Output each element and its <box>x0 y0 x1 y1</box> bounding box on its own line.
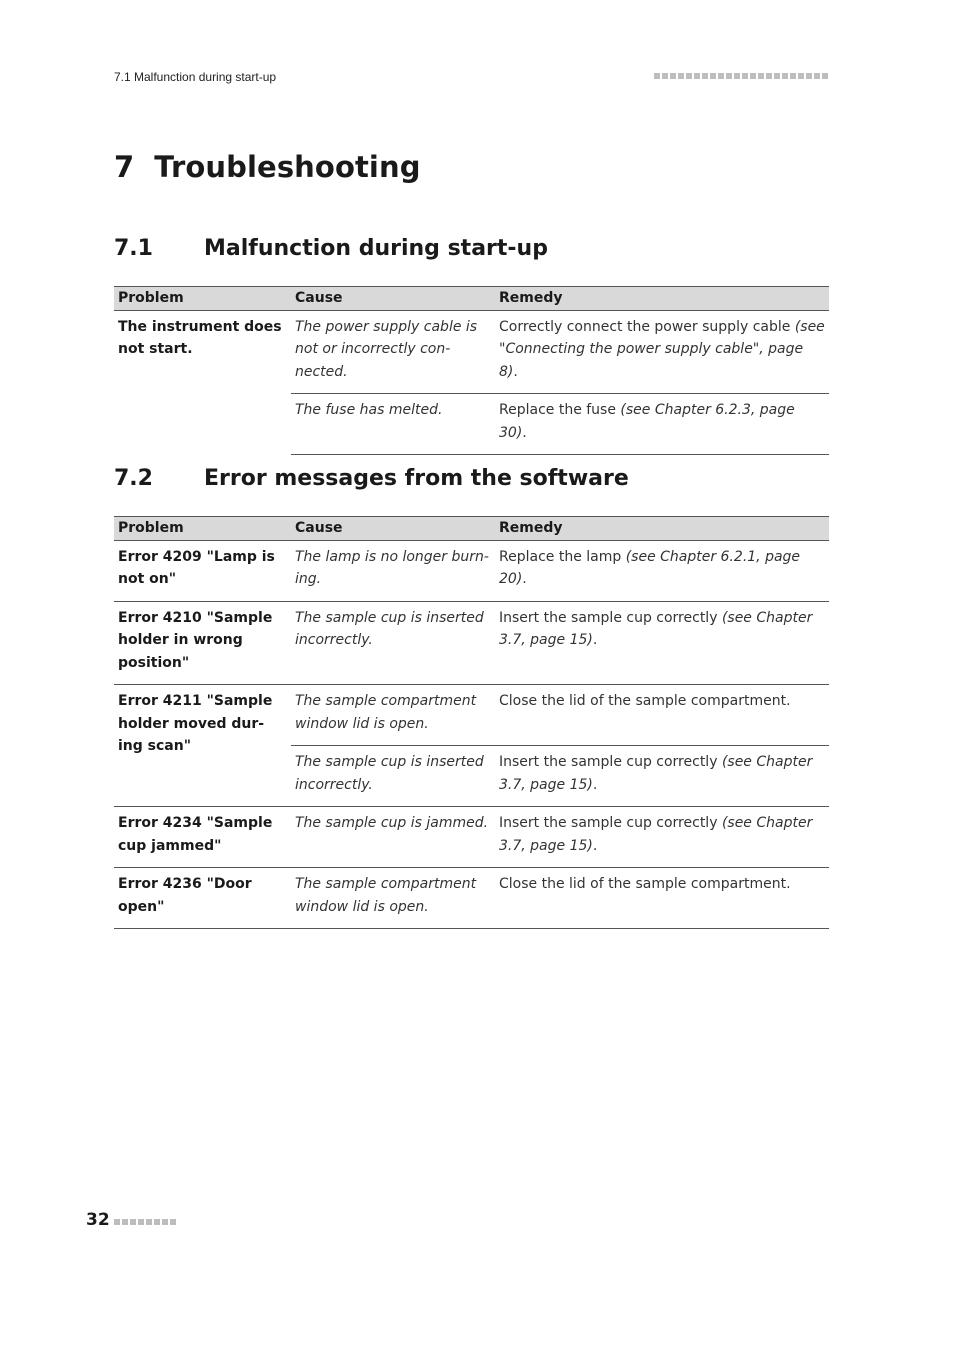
table-row <box>114 868 829 929</box>
column-header-remedy: Remedy <box>495 287 829 311</box>
table-header-row <box>114 287 829 311</box>
cause-cell: The lamp is no longer burn-ing. <box>295 548 489 587</box>
chapter-number: 7 <box>114 150 135 184</box>
remedy-end: . <box>522 571 527 587</box>
remedy-reference: (see Chapter 3.7, page 15) <box>499 754 813 793</box>
problem-cell: Error 4209 "Lamp is not on" <box>118 548 275 587</box>
remedy-cell <box>495 310 829 394</box>
footer-decoration <box>114 1219 176 1225</box>
problem-cell: Error 4211 "Sample holder moved dur-ing scan" <box>114 685 291 807</box>
remedy-text: Insert the sample cup correctly <box>499 609 722 626</box>
problem-cell: Error 4210 "Sample holder in wrong position" <box>114 601 291 685</box>
problem-cell: Error 4234 "Sample cup jammed" <box>114 807 291 868</box>
table-row <box>114 540 829 601</box>
problem-cell: The instrument does not start. <box>118 318 282 357</box>
remedy-text: Insert the sample cup correctly <box>499 754 722 770</box>
remedy-cell: Close the lid of the sample compartment. <box>495 685 829 746</box>
column-header-cause: Cause <box>291 287 495 311</box>
column-header-problem: Problem <box>114 287 291 311</box>
section-title-text: Malfunction during start-up <box>204 236 548 261</box>
remedy-cell <box>495 746 829 807</box>
section-title-7-1 <box>114 236 548 261</box>
remedy-cell <box>495 540 829 601</box>
remedy-reference: (see Chapter 3.7, page 15) <box>499 815 813 854</box>
remedy-cell <box>495 394 829 455</box>
malfunction-table <box>114 286 829 455</box>
remedy-end: . <box>592 776 598 793</box>
chapter-title <box>114 150 421 184</box>
cause-cell: The sample compartment window lid is open. <box>291 685 495 746</box>
section-title-7-2 <box>114 466 629 491</box>
remedy-end: . <box>592 837 598 854</box>
column-header-problem: Problem <box>114 517 291 541</box>
remedy-reference: (see "Connecting the power supply cable", page 8) <box>499 318 825 380</box>
column-header-remedy: Remedy <box>495 517 829 541</box>
remedy-reference: (see Chapter 3.7, page 15) <box>499 609 813 648</box>
remedy-end: . <box>513 363 518 380</box>
remedy-text: Insert the sample cup correctly <box>499 815 722 831</box>
remedy-cell <box>495 807 829 868</box>
error-messages-table <box>114 516 829 929</box>
cause-cell: The sample cup is jammed. <box>291 807 495 868</box>
remedy-end: . <box>522 424 527 441</box>
remedy-text: Correctly connect the power supply cable <box>499 318 795 335</box>
section-title-text: Error messages from the software <box>204 466 629 491</box>
table-row <box>114 601 829 685</box>
page-number: 32 <box>86 1210 110 1230</box>
remedy-cell <box>495 601 829 685</box>
section-number: 7.1 <box>114 236 153 261</box>
section-number: 7.2 <box>114 466 153 491</box>
cause-cell: The power supply cable is not or incorrectly con-nected. <box>295 318 478 380</box>
problem-cell: Error 4236 "Door open" <box>114 868 291 929</box>
remedy-text: Replace the fuse <box>499 402 621 418</box>
running-head: 7.1 Malfunction during start-up <box>114 70 277 84</box>
column-header-cause: Cause <box>291 517 495 541</box>
remedy-end: . <box>592 632 598 648</box>
table-row <box>114 807 829 868</box>
cause-cell: The fuse has melted. <box>291 394 495 455</box>
remedy-text: Replace the lamp <box>499 548 626 565</box>
header-decoration <box>654 73 828 79</box>
remedy-reference: (see Chapter 6.2.3, page 30) <box>499 402 795 441</box>
remedy-cell: Close the lid of the sample compartment. <box>495 868 829 929</box>
chapter-title-text: Troubleshooting <box>154 150 421 184</box>
remedy-reference: (see Chapter 6.2.1, page 20) <box>499 548 801 587</box>
cause-cell: The sample compartment window lid is open. <box>291 868 495 929</box>
cause-cell: The sample cup is inserted incorrectly. <box>291 746 495 807</box>
table-header-row <box>114 517 829 541</box>
table-row <box>114 310 829 394</box>
cause-cell: The sample cup is inserted incorrectly. <box>291 601 495 685</box>
table-row <box>114 685 829 746</box>
